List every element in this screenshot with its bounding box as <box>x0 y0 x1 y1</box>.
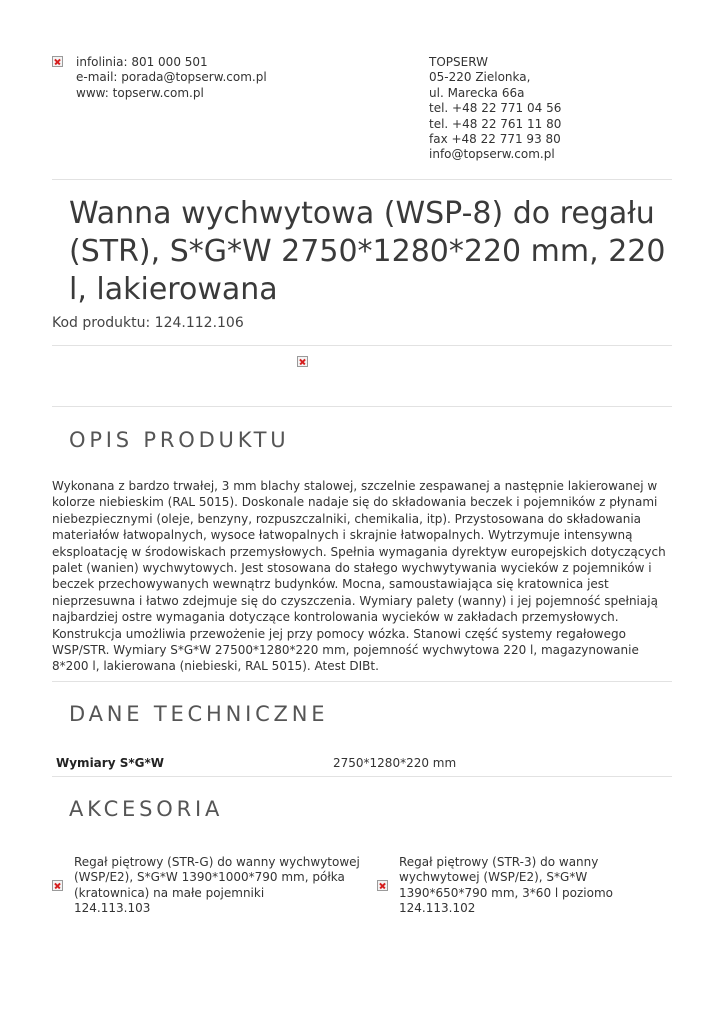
divider <box>52 406 672 407</box>
accessory-name-line: Regał piętrowy (STR-3) do wanny <box>399 855 599 869</box>
address-street: ul. Marecka 66a <box>429 85 525 100</box>
accessory-item[interactable] <box>399 855 613 917</box>
address-city: 05-220 Zielonka, <box>429 70 531 85</box>
company-name: TOPSERW <box>429 55 488 69</box>
accessories-heading: AKCESORIA <box>69 797 224 821</box>
divider <box>52 681 672 682</box>
product-image-icon <box>297 356 308 367</box>
email-link[interactable]: e-mail: porada@topserw.com.pl <box>76 70 267 85</box>
description-heading: OPIS PRODUKTU <box>69 428 290 452</box>
accessory-name-line: 1390*650*790 mm, 3*60 l poziomo <box>399 885 614 900</box>
description-text: Wykonana z bardzo trwałej, 3 mm blachy stalowej, szczelnie zespawanej a następnie lakierowanej w kolorze niebieskim (RAL 5015). Doskonale nadaje się do składowania beczek i pojemników z płynami niebezpiecznymi (oleje, benzyny, rozpuszczalniki, chemikalia, itp). Przystosowana do składowania materiałów łatwopalnych, wysoce łatwopalnych i skrajnie łatwopalnych. Wytrzymuje intensywną eksploatację w środowiskach przemysłowych. Spełnia wymagania dyrektyw europejskich dotyczących palet (wanien) wychwytowych. Jest stosowana do stałego wychwytywania wycieków z pojemników i beczek przechowywanych wewnątrz budynków. Mocna, samoustawiająca się kratownica jest nieprzesuwna i łatwo zdejmuje się do czyszczenia. Wymiary palety (wanny) i jej pojemność spełniają najbardziej ostre wymagania dotyczące kontrolowania wycieków w zakładach przemysłowych. Konstrukcja umożliwia przewożenie jej przy pomocy wózka. Stanowi część systemy regałowego WSP/STR. Wymiary S*G*W 27500*1280*220 mm, pojemność wychwytowa 220 l, magazynowanie 8*200 l, lakierowana (niebieski, RAL 5015). Atest DIBt. <box>52 479 666 674</box>
accessory-item[interactable] <box>74 855 360 917</box>
accessory-code: 124.113.103 <box>74 901 151 916</box>
accessory-name-line: Regał piętrowy (STR-G) do wanny wychwytowej <box>74 855 360 869</box>
fax: fax +48 22 771 93 80 <box>429 132 561 147</box>
broken-image-icon <box>52 56 63 67</box>
accessory-image-icon <box>52 880 63 891</box>
technical-heading: DANE TECHNICZNE <box>69 702 329 726</box>
product-title: Wanna wychwytowa (WSP-8) do regału (STR), S*G*W 2750*1280*220 mm, 220 l, lakierowana <box>69 196 666 307</box>
spec-value: 2750*1280*220 mm <box>333 756 457 770</box>
divider <box>52 776 672 777</box>
spec-label: Wymiary S*G*W <box>56 756 164 770</box>
accessory-name-line: (WSP/E2), S*G*W 1390*1000*790 mm, półka <box>74 870 345 885</box>
contact-info <box>76 55 267 101</box>
accessory-code: 124.113.102 <box>399 901 476 916</box>
divider <box>52 179 672 180</box>
divider <box>52 345 672 346</box>
accessory-name-line: (kratownica) na małe pojemniki <box>74 885 265 900</box>
accessory-image-icon <box>377 880 388 891</box>
company-email-link[interactable]: info@topserw.com.pl <box>429 147 555 162</box>
phone-1: tel. +48 22 771 04 56 <box>429 101 562 116</box>
company-address <box>429 55 561 163</box>
phone-2: tel. +48 22 761 11 80 <box>429 116 562 131</box>
hotline-text: infolinia: 801 000 501 <box>76 55 208 69</box>
product-code: Kod produktu: 124.112.106 <box>52 315 244 331</box>
accessory-name-line: wychwytowej (WSP/E2), S*G*W <box>399 870 588 885</box>
website-link[interactable]: www: topserw.com.pl <box>76 85 204 100</box>
